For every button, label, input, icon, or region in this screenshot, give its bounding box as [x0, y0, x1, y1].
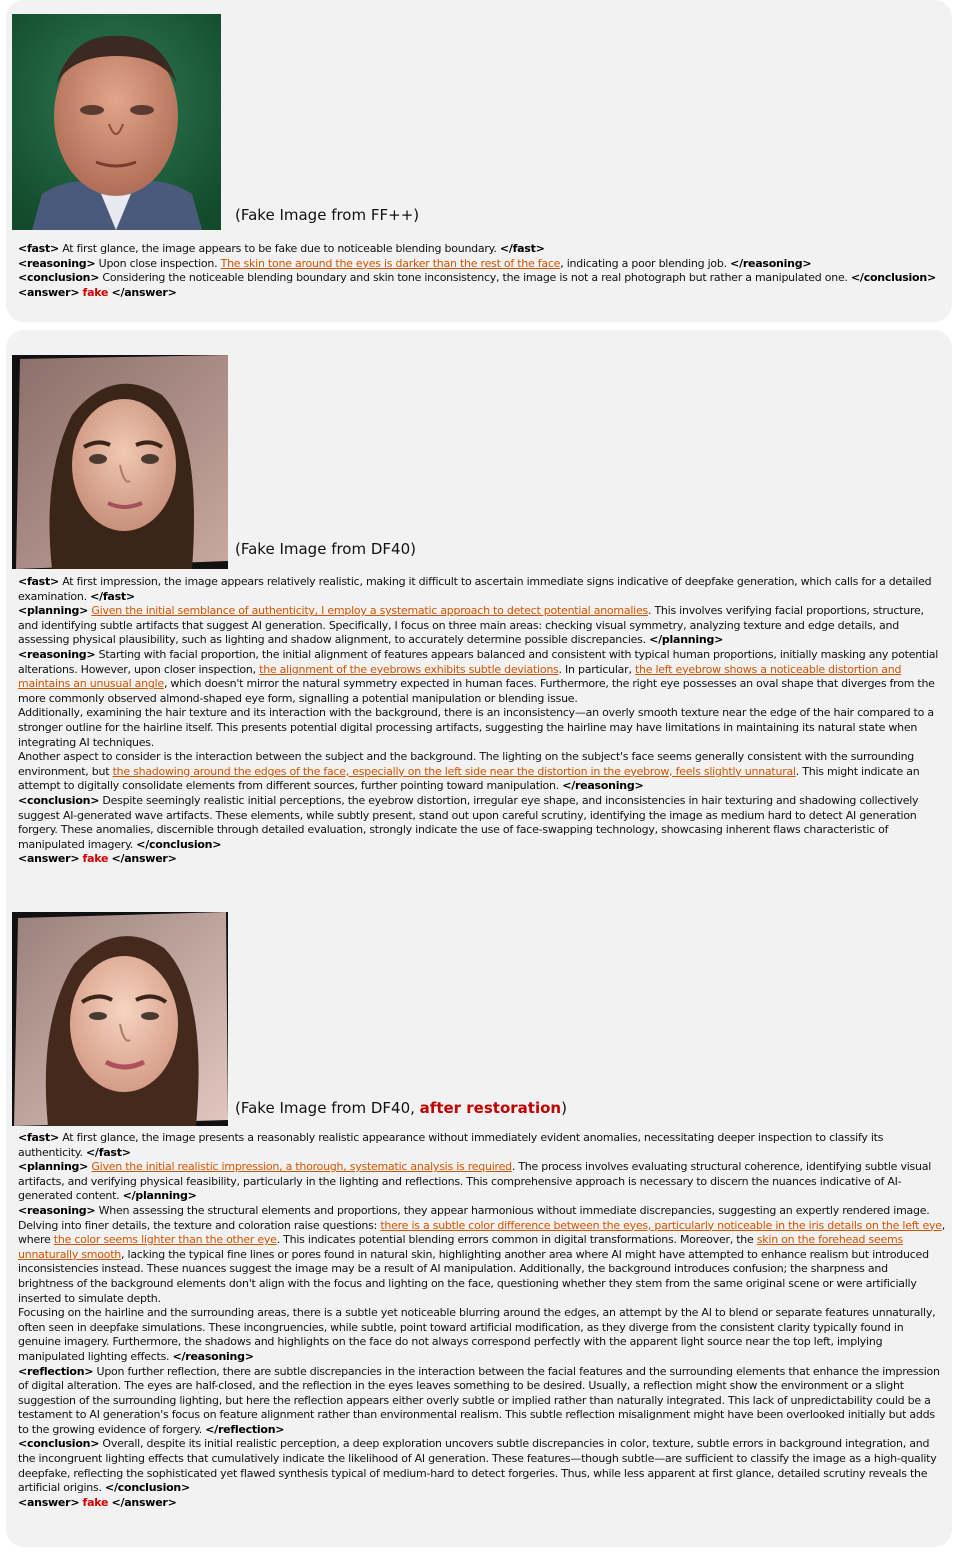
- analysis-text: [18, 575, 946, 867]
- reasoning-paragraph: Another aspect to consider is the interaction between the subject and the background. The lighting on the subject's face seems generally consistent with the surrounding environment, but the shadowing around the edges of the face, especially on the left side near the distortion in the eyebrow, feels slightly unnatural. This might indicate an attempt to digitally consolidate elements from different sources, further pointing toward manipulation. </reasoning>: [18, 750, 920, 793]
- face-photo-df40-restored: [12, 912, 228, 1126]
- highlight-finding: Given the initial realistic impression, a thorough, systematic analysis is required: [91, 1160, 512, 1174]
- answer-value: fake: [82, 1495, 109, 1509]
- sample-panel-df40: [6, 330, 952, 1547]
- highlight-finding: there is a subtle color difference between the eyes, particularly noticeable in the iris details on the left eye: [380, 1218, 942, 1232]
- face-photo-df40: [12, 355, 228, 569]
- fast-section: <fast> At first glance, the image presents a reasonably realistic appearance without immediately evident anomalies, necessitating deeper inspection to classify its authenticity. </fast>: [18, 1131, 884, 1159]
- reflection-section: <reflection> Upon further reflection, there are subtle discrepancies in the interaction between the facial features and the surrounding elements that enhance the impression of digital alteration. The eyes are half-closed, and the reflection in the eyes leaves something to be desired. Usually, a reflection might show the environment or a slight suggestion of the surrounding lighting, but here the reflection appears either overly subtle or implied rather than naturally integrated. This lack of unpredictability could be a testament to AI generation's focus on feature alignment rather than environmental realism. This subtle reflection misalignment might have been overlooked initially but adds to the growing evidence of forgery. </reflection>: [18, 1364, 940, 1436]
- highlight-finding: the color seems lighter than the other eye: [53, 1233, 277, 1247]
- planning-section: <planning> Given the initial realistic impression, a thorough, systematic analysis is required. The process involves evaluating structural coherence, identifying subtle visual artifacts, and verifying physical feasibility, particularly in the lighting and reflections. This comprehensive approach is necessary to discern the nuances indicative of AI-generated content. </planning>: [18, 1160, 932, 1203]
- image-caption: (Fake Image from FF++): [235, 206, 420, 224]
- image-caption: (Fake Image from DF40): [235, 540, 416, 558]
- highlight-finding: The skin tone around the eyes is darker than the rest of the face: [220, 256, 561, 270]
- analysis-text: [18, 242, 946, 300]
- caption-highlight: after restoration: [419, 1099, 562, 1117]
- reasoning-section: <reasoning> Starting with facial proportion, the initial alignment of features appears balanced and consistent with typical human proportions, initially masking any potential alterations. However, upon closer inspection, the alignment of the eyebrows exhibits subtle deviations. In particular, the left eyebrow shows a noticeable distortion and maintains an unusual angle, which doesn't mirror the natural symmetry expected in human faces. Furthermore, the right eye possesses an oval shape that diverges from the more commonly observed almond-shaped eye form, signalling a potential manipulation or blending issue.: [18, 647, 939, 705]
- reasoning-section: <reasoning> When assessing the structural elements and proportions, they appear harmonious without immediate discrepancies, suggesting an expertly rendered image. Delving into finer details, the texture and coloration raise questions: there is a subtle color difference between the eyes, particularly noticeable in the iris details on the left eye, where the color seems lighter than the other eye. This indicates potential blending errors common in digital transformations. Moreover, the skin on the forehead seems unnaturally smooth, lacking the typical fine lines or pores found in natural skin, highlighting another area where AI might have attempted to enhance realism but introduced inconsistencies instead. These nuances suggest the image may be a result of AI manipulation. Additionally, the background introduces confusion; the sharpness and brightness of the background elements don't align with the focus and lighting on the face, questioning whether they stem from the same original scene or were artificially inserted to simulate depth.: [18, 1203, 946, 1305]
- image-caption: (Fake Image from DF40, after restoration): [235, 1099, 567, 1117]
- face-photo-ffpp: [12, 14, 221, 230]
- planning-section: <planning> Given the initial semblance of authenticity, I employ a systematic approach to detect potential anomalies. This involves verifying facial proportions, structure, and identifying subtle artifacts that suggest AI generation. Specifically, I focus on three main areas: checking visual symmetry, analyzing texture and edge details, and assessing physical plausibility, such as lighting and shadow alignment, to accurately determine possible discrepancies. </planning>: [18, 604, 924, 647]
- answer-section: <answer> fake </answer>: [18, 1495, 177, 1509]
- reasoning-paragraph: Additionally, examining the hair texture and its interaction with the background, there is an inconsistency—an overly smooth texture near the edge of the hair compared to a stronger outline for the hairline itself. This presents potential digital processing artifacts, suggesting the hairline may have limitations in maintaining its natural state when integrating AI techniques.: [18, 706, 934, 749]
- sample-panel-ffpp: [6, 0, 952, 322]
- highlight-finding: the shadowing around the edges of the face, especially on the left side near the distortion in the eyebrow, feels slightly unnatural: [112, 764, 796, 778]
- conclusion-section: <conclusion> Considering the noticeable blending boundary and skin tone inconsistency, the image is not a real photograph but rather a manipulated one. </conclusion>: [18, 271, 936, 285]
- reasoning-section: <reasoning> Upon close inspection. The skin tone around the eyes is darker than the rest of the face, indicating a poor blending job. </reasoning>: [18, 256, 812, 270]
- answer-section: <answer> fake </answer>: [18, 852, 177, 866]
- fast-section: <fast> At first glance, the image appears to be fake due to noticeable blending boundary. </fast>: [18, 242, 545, 255]
- answer-value: fake: [82, 852, 109, 866]
- conclusion-section: <conclusion> Overall, despite its initial realistic perception, a deep exploration uncovers subtle discrepancies in color, texture, subtle errors in background integration, and the incongruent lighting effects that cumulatively indicate the likelihood of AI generation. These features—though subtle—are sufficient to classify the image as a high-quality deepfake, reflecting the sophisticated yet flawed synthesis typical of medium-hard to detect forgeries. Thus, while less apparent at first glance, detailed scrutiny reveals the artificial origins. </conclusion>: [18, 1437, 937, 1495]
- answer-section: <answer> fake </answer>: [18, 285, 177, 299]
- reasoning-paragraph: Focusing on the hairline and the surrounding areas, there is a subtle yet noticeable blurring around the edges, an attempt by the AI to blend or separate features unnaturally, often seen in deepfake simulations. These incongruencies, while subtle, point toward artificial modification, as they diverge from the consistent clarity typically found in genuine imagery. Furthermore, the shadows and highlights on the face do not always correspond perfectly with the apparent light source near the top left, implying manipulated lighting effects. </reasoning>: [18, 1306, 936, 1363]
- highlight-finding: the left eyebrow shows a noticeable distortion and maintains an unusual angle: [18, 662, 902, 691]
- analysis-text: [18, 1131, 946, 1510]
- highlight-finding: Given the initial semblance of authenticity, I employ a systematic approach to detect potential anomalies: [91, 604, 648, 618]
- highlight-finding: the alignment of the eyebrows exhibits subtle deviations: [259, 662, 559, 676]
- highlight-finding: skin on the forehead seems unnaturally smooth: [18, 1233, 903, 1261]
- conclusion-section: <conclusion> Despite seemingly realistic initial perceptions, the eyebrow distortion, irregular eye shape, and inconsistencies in hair texturing and shadowing collectively suggest AI-generated wave artifacts. These elements, while subtly present, stand out upon careful scrutiny, identifying the image as medium hard to detect AI generation forgery. These anomalies, discernible through detailed evaluation, strongly indicate the use of face-swapping technology, showcasing inherent flaws characteristic of manipulated imagery. </conclusion>: [18, 793, 919, 851]
- fast-section: <fast> At first impression, the image appears relatively realistic, making it difficult to ascertain immediate signs indicative of deepfake generation, which calls for a detailed examination. </fast>: [18, 575, 932, 603]
- answer-value: fake: [82, 285, 109, 299]
